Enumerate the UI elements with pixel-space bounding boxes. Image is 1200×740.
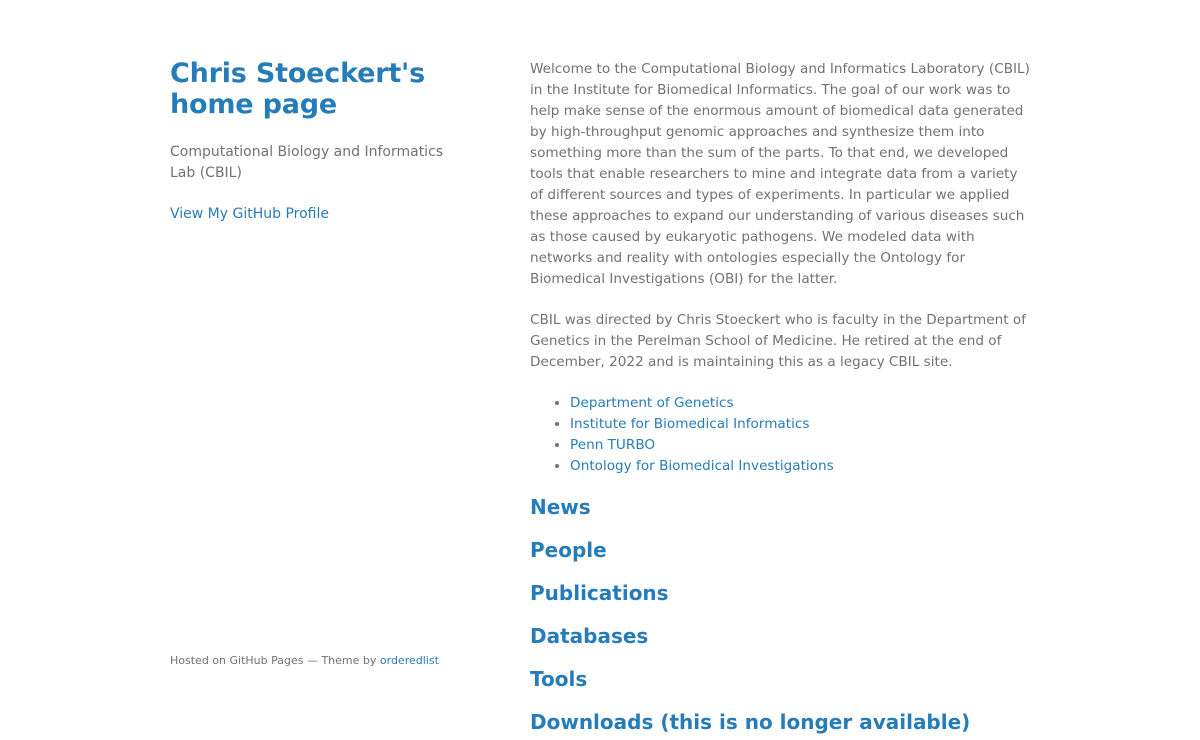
section-heading-publications[interactable]	[530, 581, 1030, 624]
institute-biomedical-informatics-link[interactable]: Institute for Biomedical Informatics	[570, 416, 810, 432]
section-heading-downloads[interactable]	[530, 710, 1030, 740]
obi-link[interactable]: Ontology for Biomedical Investigations	[570, 458, 834, 474]
penn-turbo-link[interactable]: Penn TURBO	[570, 437, 656, 453]
people-link[interactable]: People	[530, 538, 607, 562]
list-item	[570, 456, 1030, 477]
section-heading-tools[interactable]	[530, 667, 1030, 710]
tools-link[interactable]: Tools	[530, 667, 588, 691]
site-description: Computational Biology and Informatics Lab (CBIL)	[170, 144, 444, 181]
downloads-link[interactable]: Downloads (this is no longer available)	[530, 710, 971, 734]
section-heading-news[interactable]	[530, 495, 1030, 538]
section-heading-people[interactable]	[530, 538, 1030, 581]
list-item	[570, 393, 1030, 414]
main-content	[530, 59, 1030, 740]
sidebar	[170, 58, 445, 225]
publications-link[interactable]: Publications	[530, 581, 669, 605]
footer	[170, 654, 439, 668]
external-links-list	[530, 393, 1030, 477]
page-title-link[interactable]: Chris Stoeckert's home page	[170, 58, 425, 120]
theme-credit-link[interactable]: orderedlist	[379, 654, 439, 667]
director-paragraph: CBIL was directed by Chris Stoeckert who is faculty in the Department of Genetics in the Perelman School of Medicine. He retired at the end of December, 2022 and is maintaining this as a legacy CBIL site.	[530, 312, 1026, 370]
news-link[interactable]: News	[530, 495, 591, 519]
databases-link[interactable]: Databases	[530, 624, 649, 648]
github-profile-link[interactable]: View My GitHub Profile	[170, 206, 329, 222]
list-item	[570, 414, 1030, 435]
footer-hosted-text: Hosted on GitHub Pages — Theme by	[170, 654, 380, 667]
page-title[interactable]	[170, 58, 445, 120]
department-of-genetics-link[interactable]: Department of Genetics	[570, 395, 734, 411]
list-item	[570, 435, 1030, 456]
section-heading-databases[interactable]	[530, 624, 1030, 667]
intro-paragraph: Welcome to the Computational Biology and Informatics Laboratory (CBIL) in the Institute for Biomedical Informatics. The goal of our work was to help make sense of the enormous amount of biomedical data generated by high-throughput genomic approaches and synthesize them into something more than the sum of the parts. To that end, we developed tools that enable researchers to mine and integrate data from a variety of different sources and types of experiments. In particular we applied these approaches to expand our understanding of various diseases such as those caused by eukaryotic pathogens. We modeled data with networks and reality with ontologies especially the Ontology for Biomedical Investigations (OBI) for the latter.	[530, 61, 1030, 287]
